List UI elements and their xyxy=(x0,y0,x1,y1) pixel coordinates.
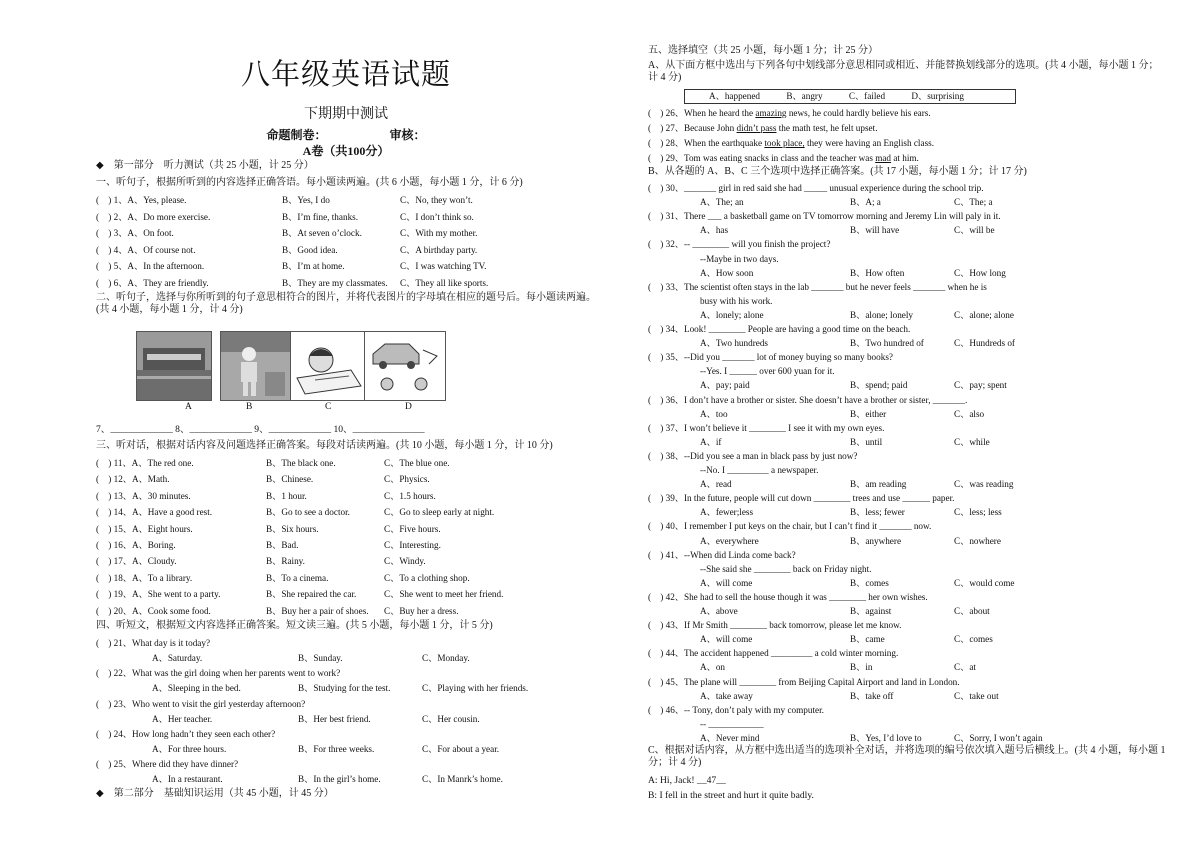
question-option-a: ( ) 16、A、Boring. xyxy=(96,540,176,550)
question-stem: ( ) 25、Where did they have dinner? xyxy=(96,759,239,770)
question-option-c: C、alone; alone xyxy=(954,309,1014,320)
question-stem: ( ) 37、I won’t believe it ________ I see it with my own eyes. xyxy=(648,422,885,433)
question-stem: ( ) 21、What day is it today? xyxy=(96,638,211,648)
question-text: ( ) 28、When the earthquake xyxy=(648,138,765,148)
question-option-b: B、How often xyxy=(850,267,905,278)
question-option-c: C、A birthday party. xyxy=(400,244,478,255)
question-option-a: A、lonely; alone xyxy=(700,309,764,320)
underlined-phrase: took place, xyxy=(764,138,805,148)
question-option-b: B、am reading xyxy=(850,479,907,490)
byline-author: 命题制卷： xyxy=(266,128,327,142)
picture-d-car-accident xyxy=(364,331,446,401)
question-stem: ( ) 38、--Did you see a man in black pass by just now? xyxy=(648,450,858,461)
question-option-c: C、How long xyxy=(954,267,1006,278)
question-option-c: C、pay; spent xyxy=(954,380,1007,391)
picture-a-post-office xyxy=(136,331,212,401)
question-option-a: ( ) 18、A、To a library. xyxy=(96,572,193,583)
question-stem-continued: -- ____________ xyxy=(700,718,764,729)
underlined-phrase: mad xyxy=(875,153,892,163)
question-option-c: C、take out xyxy=(954,690,999,701)
page-title: 八年级英语试题 xyxy=(240,59,451,91)
question-option-b: B、in xyxy=(850,662,873,673)
question-option-a: ( ) 19、A、She went to a party. xyxy=(96,589,221,600)
question-option-a: A、Never mind xyxy=(700,732,760,743)
word-options-box xyxy=(684,89,1016,104)
question-option-c: C、Sorry, I won’t again xyxy=(954,732,1043,743)
question-option-a: ( ) 6、A、They are friendly. xyxy=(96,278,209,288)
question-option-b: B、Sunday. xyxy=(298,653,343,663)
section2-heading: 二、听句子，选择与你所听到的句子意思相符合的图片，并将代表图片的字母填在相应的题号后。每小题读两遍。(共 4 小题，每小题 1 分，计 4 分) xyxy=(96,292,596,315)
question-option-a: A、read xyxy=(700,479,732,490)
box-option-c: C、failed xyxy=(848,91,886,101)
byline-reviewer: 审核： xyxy=(389,128,426,142)
question-option-b: B、Bad. xyxy=(266,540,299,550)
question-stem-continued: --Yes. I ______ over 600 yuan for it. xyxy=(700,366,835,377)
question-option-b: B、against xyxy=(850,606,892,616)
question-option-b: B、Her best friend. xyxy=(298,713,371,724)
question-text: ( ) 27、Because John xyxy=(648,123,737,133)
underlined-phrase: amazing xyxy=(755,108,787,118)
picture-row xyxy=(136,331,446,399)
question-option-b: B、In the girl’s home. xyxy=(298,774,381,785)
question-text: at him. xyxy=(891,153,919,163)
question-option-b: B、Chinese. xyxy=(266,474,314,485)
question-stem: ( ) 39、In the future, people will cut down ________ trees and use ______ paper. xyxy=(648,493,955,504)
question-option-c: C、Playing with her friends. xyxy=(422,683,529,694)
question-stem: ( ) 23、Who went to visit the girl yesterday afternoon? xyxy=(96,698,306,709)
question-stem: ( ) 32、-- ________ will you finish the project? xyxy=(648,239,831,250)
question-option-b: B、Buy her a pair of shoes. xyxy=(266,605,369,616)
question-option-a: A、too xyxy=(700,408,728,419)
question-stem: ( ) 31、There ___ a basketball game on TV tomorrow morning and Jeremy Lin will paly in it. xyxy=(648,211,1001,222)
question-option-b: B、spend; paid xyxy=(850,380,908,391)
question-option-b: B、alone; lonely xyxy=(850,309,914,320)
question-option-b: B、anywhere xyxy=(850,535,902,546)
question-option-b: B、I’m fine, thanks. xyxy=(282,211,359,222)
question-option-b: B、To a cinema. xyxy=(266,572,329,583)
question-option-c: C、comes xyxy=(954,634,993,645)
question-option-c: C、was reading xyxy=(954,479,1014,490)
dialog-line-b: B: I fell in the street and hurt it quite badly. xyxy=(648,790,814,801)
question-option-a: ( ) 2、A、Do more exercise. xyxy=(96,211,211,222)
section5b-heading: B、从各题的 A、B、C 三个选项中选择正确答案。(共 17 小题，每小题 1 分；计 17 分) xyxy=(648,166,1027,177)
question-option-a: ( ) 4、A、Of course not. xyxy=(96,244,196,255)
question-option-c: C、With my mother. xyxy=(400,228,478,239)
section3-heading: 三、听对话，根据对话内容及问题选择正确答案。每段对话读两遍。(共 10 小题，每小题 1 分，计 10 分) xyxy=(96,440,553,451)
question-option-a: ( ) 14、A、Have a good rest. xyxy=(96,507,213,518)
question-stem: ( ) 35、--Did you _______ lot of money buying so many books? xyxy=(648,352,893,363)
question-stem: ( ) 42、She had to sell the house though it was ________ her own wishes. xyxy=(648,591,928,602)
question-option-c: C、also xyxy=(954,408,985,419)
question-option-b: B、Yes, I’d love to xyxy=(850,732,922,743)
question-option-b: B、A; a xyxy=(850,197,881,208)
question-stem xyxy=(648,107,931,119)
question-stem: ( ) 46、-- Tony, don’t paly with my computer. xyxy=(648,704,824,715)
question-option-c: C、She went to meet her friend. xyxy=(384,589,504,600)
question-text: news, he could hardly believe his ears. xyxy=(786,108,931,118)
question-option-a: ( ) 12、A、Math. xyxy=(96,474,170,485)
question-option-c: C、about xyxy=(954,606,990,616)
question-text: they were having an English class. xyxy=(804,138,935,148)
question-option-b: B、She repaired the car. xyxy=(266,589,357,600)
question-stem-continued: --Maybe in two days. xyxy=(700,253,779,264)
question-option-b: B、For three weeks. xyxy=(298,743,375,754)
question-option-c: C、Monday. xyxy=(422,653,470,663)
question-option-a: ( ) 1、A、Yes, please. xyxy=(96,195,187,205)
question-option-a: A、For three hours. xyxy=(152,743,227,754)
question-option-a: A、Saturday. xyxy=(152,653,203,663)
question-stem-continued: --No. I _________ a newspaper. xyxy=(700,465,819,475)
question-option-b: B、take off xyxy=(850,690,894,701)
question-stem xyxy=(648,122,878,134)
question-option-b: B、Two hundred of xyxy=(850,338,924,349)
question-option-a: A、Her teacher. xyxy=(152,713,213,724)
question-option-a: ( ) 3、A、On foot. xyxy=(96,228,174,239)
question-stem: ( ) 22、What was the girl doing when her parents went to work? xyxy=(96,668,341,679)
question-option-c: C、at xyxy=(954,662,976,673)
question-stem: ( ) 40、I remember I put keys on the chair, but I can’t find it _______ now. xyxy=(648,521,932,532)
question-text: ( ) 26、When he heard the xyxy=(648,108,756,118)
question-option-c: C、No, they won’t. xyxy=(400,195,473,205)
question-option-c: C、1.5 hours. xyxy=(384,490,436,501)
question-stem-continued: busy with his work. xyxy=(700,295,773,306)
question-stem: ( ) 34、Look! ________ People are having a good time on the beach. xyxy=(648,324,911,334)
question-text: the math test, he felt upset. xyxy=(776,123,878,133)
question-option-c: C、Buy her a dress. xyxy=(384,605,459,616)
question-option-b: B、Yes, I do xyxy=(282,195,330,205)
question-option-a: A、fewer;less xyxy=(700,507,754,518)
question-option-a: A、The; an xyxy=(700,197,744,208)
question-option-c: C、will be xyxy=(954,225,995,236)
question-option-a: A、pay; paid xyxy=(700,380,750,391)
question-option-b: B、Rainy. xyxy=(266,556,305,567)
question-option-a: ( ) 11、A、The red one. xyxy=(96,458,194,468)
question-option-a: A、Two hundreds xyxy=(700,338,768,349)
part1-heading: ◆ 第一部分 听力测试（共 25 小题，计 25 分） xyxy=(96,160,314,171)
question-option-c: C、Interesting. xyxy=(384,540,441,550)
question-option-c: C、would come xyxy=(954,577,1015,588)
question-stem: ( ) 45、The plane will ________ from Beijing Capital Airport and land in London. xyxy=(648,676,960,687)
section5c-heading: C、根据对话内容，从方框中选出适当的选项补全对话，并将选项的编号依次填入题号后横线上。(共 4 小题，每小题 1 分；计 4 分) xyxy=(648,745,1166,768)
question-option-c: C、I was watching TV. xyxy=(400,261,487,272)
question-option-c: C、To a clothing shop. xyxy=(384,572,470,583)
question-option-b: B、Good idea. xyxy=(282,244,338,255)
box-option-d: D、surprising xyxy=(911,91,964,101)
picture-c-sleeping-boy xyxy=(290,331,366,401)
picture-b-robot xyxy=(220,331,296,401)
question-option-a: A、In a restaurant. xyxy=(152,774,223,785)
question-option-a: ( ) 17、A、Cloudy. xyxy=(96,556,177,567)
question-option-c: C、For about a year. xyxy=(422,743,500,754)
box-option-a: A、happened xyxy=(709,91,761,101)
question-option-b: B、1 hour. xyxy=(266,490,307,501)
picture-label-c: C xyxy=(325,402,332,412)
question-stem-continued: --She said she ________ back on Friday night. xyxy=(700,563,872,574)
question-option-b: B、comes xyxy=(850,577,889,588)
question-option-c: C、The; a xyxy=(954,197,993,208)
question-option-c: C、Hundreds of xyxy=(954,338,1015,349)
question-option-b: B、will have xyxy=(850,225,900,236)
question-option-a: ( ) 15、A、Eight hours. xyxy=(96,523,193,534)
picture-label-a: A xyxy=(185,402,192,412)
question-option-b: B、I’m at home. xyxy=(282,261,345,272)
question-option-c: C、while xyxy=(954,436,990,447)
question-option-a: A、will come xyxy=(700,577,753,588)
question-option-c: C、Her cousin. xyxy=(422,713,480,724)
section5a-heading: A、从下面方框中选出与下列各句中划线部分意思相同或相近、并能替换划线部分的选项。(共 4 小题，每小题 1 分；计 4 分) xyxy=(648,60,1159,83)
question-option-c: C、The blue one. xyxy=(384,458,450,468)
underlined-phrase: didn’t pass xyxy=(736,123,777,133)
question-stem: ( ) 33、The scientist often stays in the lab _______ but he never feels _______ when he is xyxy=(648,281,987,292)
question-option-a: A、Sleeping in the bed. xyxy=(152,683,241,694)
question-option-b: B、Studying for the test. xyxy=(298,683,391,694)
question-stem xyxy=(648,152,919,164)
question-option-b: B、less; fewer xyxy=(850,507,905,518)
question-option-c: C、Windy. xyxy=(384,556,426,567)
section1-heading: 一、听句子，根据所听到的内容选择正确答语。每小题读两遍。(共 6 小题，每小题 1 分，计 6 分) xyxy=(96,177,523,188)
question-option-b: B、The black one. xyxy=(266,458,336,468)
paper-a-heading: A卷（共100分） xyxy=(302,144,390,158)
question-option-c: C、Five hours. xyxy=(384,523,441,534)
question-option-b: B、until xyxy=(850,436,883,447)
question-option-c: C、I don’t think so. xyxy=(400,211,474,222)
page-subtitle: 下期期中测试 xyxy=(304,107,388,122)
question-stem: ( ) 41、--When did Linda come back? xyxy=(648,549,796,560)
question-option-c: C、Physics. xyxy=(384,474,430,485)
question-stem: ( ) 30、_______ girl in red said she had _____ unusual experience during the school trip. xyxy=(648,183,984,193)
question-option-a: A、if xyxy=(700,436,722,447)
question-stem: ( ) 44、The accident happened _________ a cold winter morning. xyxy=(648,648,899,659)
dialog-line-a: A: Hi, Jack! __47__ xyxy=(648,775,726,786)
question-option-c: C、Go to sleep early at night. xyxy=(384,507,495,518)
question-option-c: C、less; less xyxy=(954,507,1002,518)
section5-heading: 五、选择填空（共 25 小题，每小题 1 分；计 25 分） xyxy=(648,45,878,56)
question-option-a: A、take away xyxy=(700,690,753,701)
question-option-a: A、has xyxy=(700,225,729,236)
question-option-c: C、They all like sports. xyxy=(400,278,489,288)
picture-answer-blanks: 7、_____________ 8、_____________ 9、_____________ 10、_______________ xyxy=(96,424,425,435)
question-option-a: A、above xyxy=(700,606,738,616)
question-option-a: ( ) 13、A、30 minutes. xyxy=(96,490,191,501)
question-option-b: B、They are my classmates. xyxy=(282,278,388,288)
question-option-c: C、nowhere xyxy=(954,535,1001,546)
box-option-b: B、angry xyxy=(786,91,823,101)
byline xyxy=(96,126,596,143)
question-option-b: B、came xyxy=(850,634,885,645)
question-option-b: B、either xyxy=(850,408,887,419)
question-stem: ( ) 24、How long hadn’t they seen each other? xyxy=(96,728,276,739)
question-stem: ( ) 36、I don’t have a brother or sister. She doesn’t have a brother or sister, _______. xyxy=(648,394,968,405)
question-option-a: A、on xyxy=(700,662,726,673)
question-option-a: ( ) 5、A、In the afternoon. xyxy=(96,261,205,272)
question-option-a: A、How soon xyxy=(700,267,754,278)
question-option-a: A、everywhere xyxy=(700,535,759,546)
question-stem xyxy=(648,137,934,149)
question-option-a: A、will come xyxy=(700,634,753,645)
section4-heading: 四、听短文，根据短文内容选择正确答案。短文读三遍。(共 5 小题，每小题 1 分，计 5 分) xyxy=(96,620,493,631)
question-text: ( ) 29、Tom was eating snacks in class and the teacher was xyxy=(648,153,876,163)
question-option-b: B、Go to see a doctor. xyxy=(266,507,350,518)
picture-label-b: B xyxy=(246,402,253,412)
picture-label-d: D xyxy=(405,402,412,412)
question-option-b: B、Six hours. xyxy=(266,523,319,534)
question-option-b: B、At seven o’clock. xyxy=(282,228,362,239)
part2-heading: ◆ 第二部分 基础知识运用（共 45 小题，计 45 分） xyxy=(96,788,334,799)
question-option-c: C、In Manrk’s home. xyxy=(422,774,503,785)
question-stem: ( ) 43、If Mr Smith ________ back tomorrow, please let me know. xyxy=(648,620,902,631)
question-option-a: ( ) 20、A、Cook some food. xyxy=(96,605,211,616)
